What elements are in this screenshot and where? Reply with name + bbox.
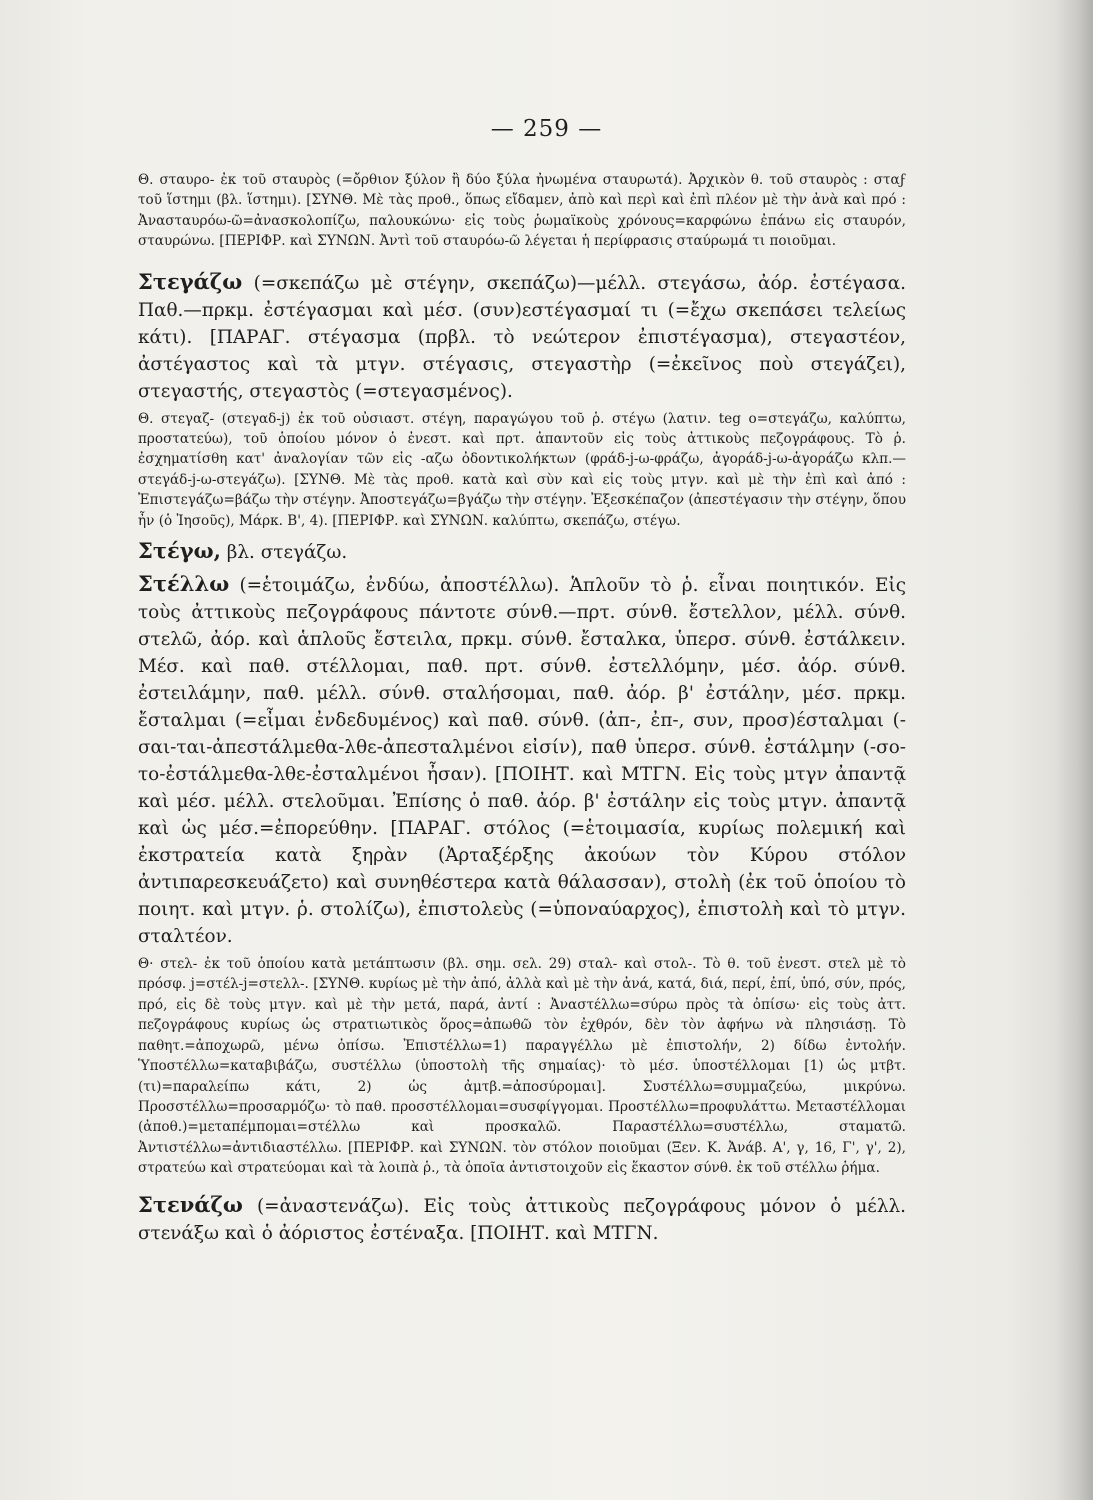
headword-stenazo: Στενάζω: [138, 1191, 243, 1217]
dictionary-text: [138, 170, 906, 1251]
stavros-etymology-note: Θ. σταυρο- ἐκ τοῦ σταυρὸς (=ὄρθιον ξύλον ἢ δύο ξύλα ἠνωμένα σταυρωτά). Ἀρχικὸν θ. τοῦ σταυρὸς : σταϝ τοῦ ἵστημι (βλ. ἵστημι). [ΣΥΝΘ. Μὲ τὰς προθ., ὅπως εἴδαμεν, ἀπὸ καὶ περὶ καὶ ἐπὶ πλέον μὲ τὴν ἀνὰ καὶ πρό : Ἀνασταυρόω-ῶ=ἀνασκολοπίζω, παλουκώνω· εἰς τοὺς ῥωμαϊκοὺς χρόνους=καρφώνω ἐπάνω εἰς σταυρόν, σταυρώνω. [ΠΕΡΙΦΡ. καὶ ΣΥΝΩΝ. Ἀντὶ τοῦ σταυρόω-ῶ λέγεται ἡ περίφρασις σταύρωμά τι ποιοῦμαι.: [138, 172, 906, 250]
entry-stego-body: βλ. στεγάζω.: [220, 542, 348, 564]
headword-stego: Στέγω,: [138, 538, 221, 564]
entry-stegazo: [138, 268, 906, 405]
page-edge-shadow: [1055, 0, 1093, 1500]
entry-stego: [138, 537, 906, 566]
headword-stello: Στέλλω: [138, 571, 230, 597]
headword-stegazo: Στεγάζω: [138, 268, 243, 294]
entry-stenazo: [138, 1191, 906, 1247]
stello-etymology-note: Θ· στελ- ἐκ τοῦ ὁποίου κατὰ μετάπτωσιν (βλ. σημ. σελ. 29) σταλ- καὶ στολ-. Τὸ θ. τοῦ ἐνεστ. στελ μὲ τὸ πρόσφ. j=στέλ-j=στελλ-. [ΣΥΝΘ. κυρίως μὲ τὴν ἀπό, ἀλλὰ καὶ μὲ τὴν ἀνά, κατά, διά, περί, ἐπί, ὑπό, σύν, πρός, πρό, εἰς δὲ τοὺς μτγν. καὶ μὲ τὴν μετά, παρά, ἀντί : Ἀναστέλλω=σύρω πρὸς τὰ ὀπίσω· εἰς τοὺς ἀττ. πεζογράφους κυρίως ὡς στρατιωτικὸς ὅρος=ἀπωθῶ τὸν ἐχθρόν, δὲν τὸν ἀφήνω νὰ πλησιάσῃ. Τὸ παθητ.=ἀποχωρῶ, μένω ὀπίσω. Ἐπιστέλλω=1) παραγγέλλω μὲ ἐπιστολήν, 2) δίδω ἐντολήν. Ὑποστέλλω=καταβιβάζω, συστέλλω (ὑποστολὴ τῆς σημαίας)· τὸ μέσ. ὑποστέλλομαι [1) ὡς μτβτ. (τι)=παραλείπω κάτι, 2) ὡς ἀμτβ.=ἀποσύρομαι]. Συστέλλω=συμμαζεύω, μικρύνω. Προσστέλλω=προσαρμόζω· τὸ παθ. προσστέλλομαι=συσφίγγομαι. Προστέλλω=προφυλάττω. Μεταστέλλομαι (ἀποθ.)=μεταπέμπομαι=στέλλω καὶ προσκαλῶ. Παραστέλλω=συστέλλω, σταματῶ. Ἀντιστέλλω=ἀντιδιαστέλλω. [ΠΕΡΙΦΡ. καὶ ΣΥΝΩΝ. τὸν στόλον ποιοῦμαι (Ξεν. Κ. Ἀνάβ. Α', γ, 16, Γ', γ', 2), στρατεύω καὶ στρατεύομαι καὶ τὰ λοιπὰ ῥ., τὰ ὁποῖα ἀντιστοιχοῦν εἰς ἕκαστον σύνθ. ἐκ τοῦ στέλλω ῥήμα.: [138, 956, 906, 1177]
page-number: — 259 —: [490, 116, 603, 142]
entry-stello-body: (=ἑτοιμάζω, ἐνδύω, ἀποστέλλω). Ἁπλοῦν τὸ ῥ. εἶναι ποιητικόν. Εἰς τοὺς ἀττικοὺς πεζογράφους πάντοτε σύνθ.—πρτ. σύνθ. ἔστελλον, μέλλ. σύνθ. στελῶ, ἀόρ. καὶ ἁπλοῦς ἔστειλα, πρκμ. σύνθ. ἔσταλκα, ὑπερσ. σύνθ. ἐστάλκειν. Μέσ. καὶ παθ. στέλλομαι, παθ. πρτ. σύνθ. ἐστελλόμην, μέσ. ἀόρ. σύνθ. ἐστειλάμην, παθ. μέλλ. σύνθ. σταλήσομαι, παθ. ἀόρ. β' ἐστάλην, μέσ. πρκμ. ἔσταλμαι (=εἶμαι ἐνδεδυμένος) καὶ παθ. σύνθ. (ἀπ-, ἐπ-, συν, προσ)έσταλμαι (-σαι-ται-ἀπεστάλμεθα-λθε-ἀπεσταλμένοι εἰσίν), παθ ὑπερσ. σύνθ. ἐστάλμην (-σο-το-ἐστάλμεθα-λθε-ἐσταλμένοι ἦσαν). [ΠΟΙΗΤ. καὶ ΜΤΓΝ. Εἰς τοὺς μτγν ἀπαντᾷ καὶ μέσ. μέλλ. στελοῦμαι. Ἐπίσης ὁ παθ. ἀόρ. β' ἐστάλην εἰς τοὺς μτγν. ἀπαντᾷ καὶ ὡς μέσ.=ἐπορεύθην. [ΠΑΡΑΓ. στόλος (=ἑτοιμασία, κυρίως πολεμική καὶ ἐκστρατεία κατὰ ξηρὰν (Ἀρταξέρξης ἀκούων τὸν Κύρου στόλον ἀντιπαρεσκευάζετο) καὶ συνηθέστερα κατὰ θάλασσαν), στολὴ (ἐκ τοῦ ὁποίου τὸ ποιητ. καὶ μτγν. ῥ. στολίζω), ἐπιστολεὺς (=ὑποναύαρχος), ἐπιστολὴ καὶ τὸ μτγν. σταλτέον.: [138, 575, 906, 948]
entry-stenazo-body: (=ἀναστενάζω). Εἰς τοὺς ἀττικοὺς πεζογράφους μόνον ὁ μέλλ. στενάξω καὶ ὁ ἀόριστος ἐστέναξα. [ΠΟΙΗΤ. καὶ ΜΤΓΝ.: [138, 1195, 906, 1244]
entry-stegazo-body: (=σκεπάζω μὲ στέγην, σκεπάζω)—μέλλ. στεγάσω, ἀόρ. ἐστέγασα. Παθ.—πρκμ. ἐστέγασμαι καὶ μέσ. (συν)εστέγασμαί τι (=ἔχω σκεπάσει τελείως κάτι). [ΠΑΡΑΓ. στέγασμα (πρβλ. τὸ νεώτερον ἐπιστέγασμα), στεγαστέον, ἀστέγαστος καὶ τὰ μτγν. στέγασις, στεγαστὴρ (=ἐκεῖνος ποὺ στεγάζει), στεγαστής, στεγαστὸς (=στεγασμένος).: [138, 272, 906, 402]
stegazo-etymology-note: Θ. στεγαζ- (στεγαδ-j) ἐκ τοῦ οὐσιαστ. στέγη, παραγώγου τοῦ ῥ. στέγω (λατιν. teg o=στεγάζω, καλύπτω, προστατεύω), τοῦ ὁποίου μόνον ὁ ἐνεστ. καὶ πρτ. ἀπαντοῦν εἰς τοὺς ἀττικοὺς πεζογράφους. Τὸ ῥ. ἐσχηματίσθη κατ' ἀναλογίαν τῶν εἰς -αζω ὀδοντικολήκτων (φράδ-j-ω-φράζω, ἀγοράδ-j-ω-ἀγοράζω κλπ.—στεγάδ-j-ω-στεγάζω). [ΣΥΝΘ. Μὲ τὰς προθ. κατὰ καὶ σὺν καὶ εἰς τοὺς μτγν. καὶ μὲ τὴν ἐπὶ καὶ ἀπό : Ἐπιστεγάζω=βάζω τὴν στέγην. Ἀποστεγάζω=βγάζω τὴν στέγην. Ἐξεσκέπαζον (ἀπεστέγασιν τὴν στέγην, ὅπου ἦν (ὁ Ἰησοῦς), Μάρκ. Β', 4). [ΠΕΡΙΦΡ. καὶ ΣΥΝΩΝ. καλύπτω, σκεπάζω, στέγω.: [138, 410, 906, 529]
entry-stello: [138, 570, 906, 950]
